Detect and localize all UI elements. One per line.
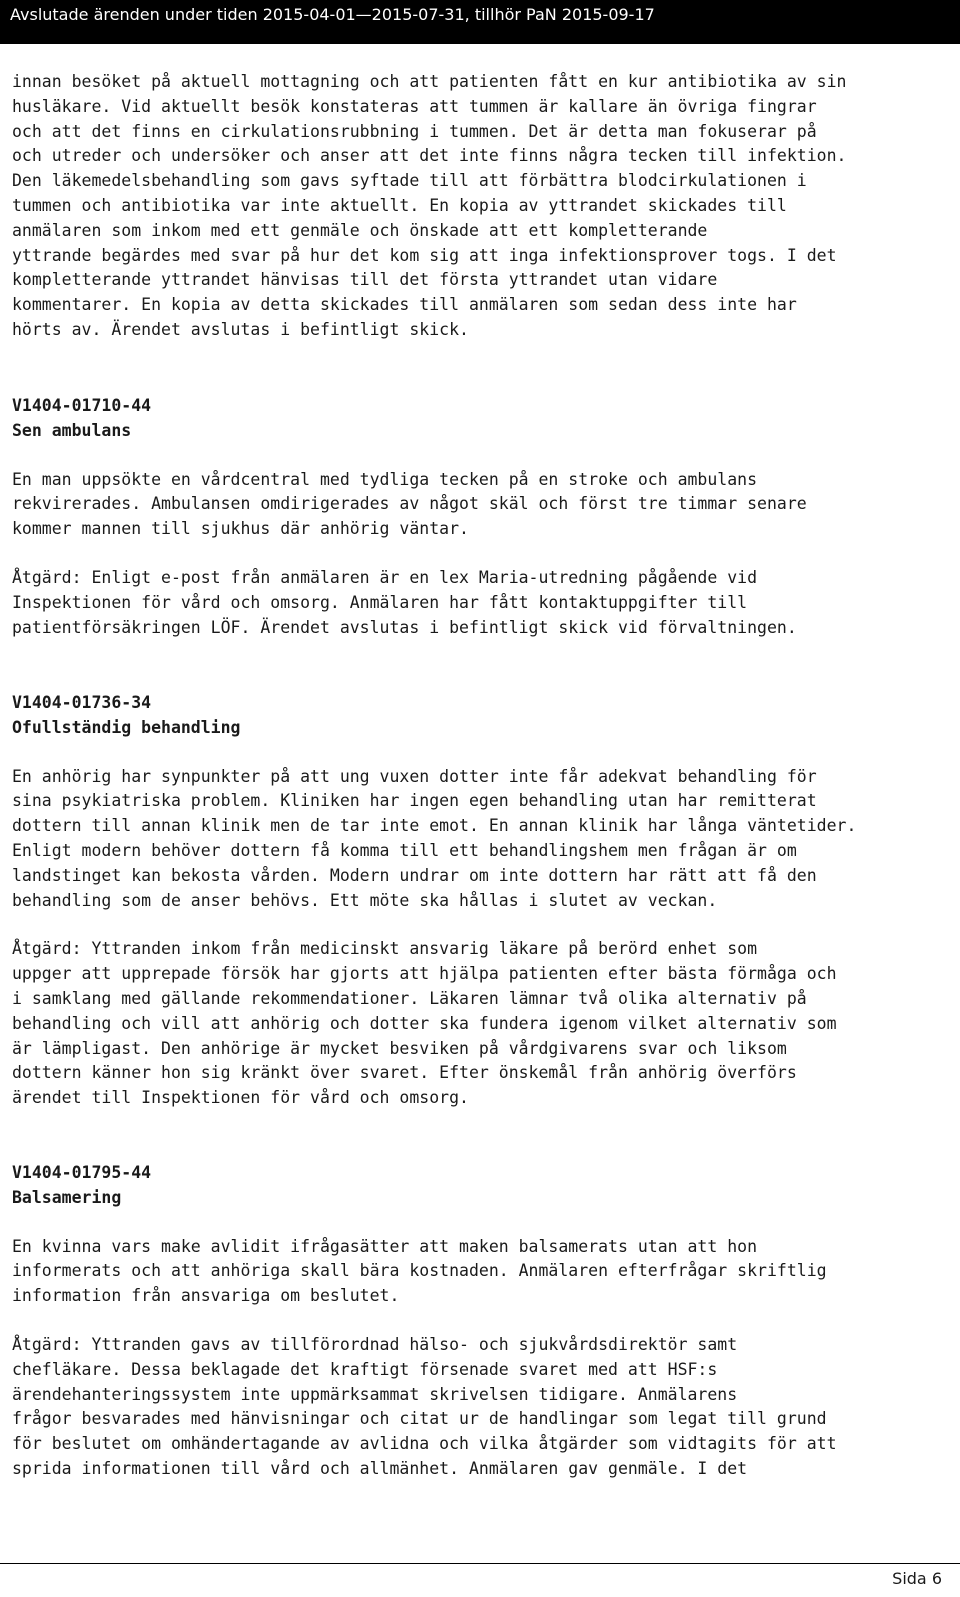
intro-line: anmälaren som inkom med ett genmäle och önskade att ett kompletterande bbox=[12, 220, 708, 240]
case-description-line: behandling som de anser behövs. Ett möte ska hållas i slutet av veckan. bbox=[12, 890, 718, 910]
case-action-line: Åtgärd: Yttranden gavs av tillförordnad hälso- och sjukvårdsdirektör samt bbox=[12, 1334, 738, 1354]
case-description-line: dottern till annan klinik men de tar inte emot. En annan klinik har långa väntetider. bbox=[12, 816, 857, 836]
case-action-line: frågor besvarades med hänvisningar och citat ur de handlingar som legat till grund bbox=[12, 1409, 827, 1429]
case-action-line: Åtgärd: Yttranden inkom från medicinskt ansvarig läkare på berörd enhet som bbox=[12, 939, 758, 959]
intro-paragraph bbox=[12, 70, 932, 343]
case-description-line: En anhörig har synpunkter på att ung vuxen dotter inte får adekvat behandling för bbox=[12, 766, 817, 786]
case-description-line: landstinget kan bekosta vården. Modern undrar om inte dottern har rätt att få den bbox=[12, 865, 817, 885]
case-description bbox=[12, 468, 932, 542]
case-action-line: behandling och vill att anhörig och dotter ska fundera igenom vilket alternativ som bbox=[12, 1013, 837, 1033]
case-action bbox=[12, 566, 932, 640]
case-description bbox=[12, 1235, 932, 1309]
case-description-line: En kvinna vars make avlidit ifrågasätter att maken balsamerats utan att hon bbox=[12, 1236, 758, 1256]
case-description-line: information från ansvariga om beslutet. bbox=[12, 1286, 400, 1306]
header-title: Avslutade ärenden under tiden 2015-04-01—2015-07-31, tillhör PaN 2015-09-17 bbox=[10, 5, 655, 24]
case-description-line: sina psykiatriska problem. Kliniken har ingen egen behandling utan har remitterat bbox=[12, 791, 817, 811]
case-description-line: Enligt modern behöver dottern få komma till ett behandlingshem men frågan är om bbox=[12, 840, 797, 860]
page-number: Sida 6 bbox=[892, 1569, 942, 1588]
intro-line: tummen och antibiotika var inte aktuellt. En kopia av yttrandet skickades till bbox=[12, 195, 787, 215]
case-id: V1404-01736-34 bbox=[12, 693, 152, 712]
case-action-line: patientförsäkringen LÖF. Ärendet avslutas i befintligt skick vid förvaltningen. bbox=[12, 617, 797, 637]
case-action-line: i samklang med gällande rekommendationer. Läkaren lämnar två olika alternativ på bbox=[12, 988, 807, 1008]
intro-line: och utreder och undersöker och anser att det inte finns några tecken till infektion. bbox=[12, 146, 847, 166]
case-title: Sen ambulans bbox=[12, 420, 132, 440]
case-id: V1404-01795-44 bbox=[12, 1163, 152, 1182]
intro-line: yttrande begärdes med svar på hur det kom sig att inga infektionsprover togs. I det bbox=[12, 245, 837, 265]
intro-line: kompletterande yttrandet hänvisas till det första yttrandet utan vidare bbox=[12, 270, 718, 290]
case-action bbox=[12, 937, 932, 1111]
intro-line: hörts av. Ärendet avslutas i befintligt skick. bbox=[12, 319, 469, 339]
case-block bbox=[12, 394, 932, 640]
case-description-line: kommer mannen till sjukhus där anhörig väntar. bbox=[12, 519, 469, 539]
case-title: Balsamering bbox=[12, 1187, 122, 1207]
case-title: Ofullständig behandling bbox=[12, 717, 241, 737]
case-action-line: ärendet till Inspektionen för vård och omsorg. bbox=[12, 1088, 469, 1108]
case-block bbox=[12, 1161, 932, 1482]
case-action-line: för beslutet om omhändertagande av avlidna och vilka åtgärder som vidtagits för att bbox=[12, 1434, 837, 1454]
case-action-line: uppger att upprepade försök har gjorts att hjälpa patienten efter bästa förmåga och bbox=[12, 964, 837, 984]
intro-line: innan besöket på aktuell mottagning och att patienten fått en kur antibiotika av sin bbox=[12, 72, 847, 91]
case-id: V1404-01710-44 bbox=[12, 396, 152, 415]
case-description-line: rekvirerades. Ambulansen omdirigerades av något skäl och först tre timmar senare bbox=[12, 494, 807, 514]
case-action-line: ärendehanteringssystem inte uppmärksammat skrivelsen tidigare. Anmälarens bbox=[12, 1384, 738, 1404]
intro-line: kommentarer. En kopia av detta skickades till anmälaren som sedan dess inte har bbox=[12, 295, 797, 315]
intro-line: Den läkemedelsbehandling som gavs syftade till att förbättra blodcirkulationen i bbox=[12, 171, 807, 191]
case-action-line: Inspektionen för vård och omsorg. Anmälaren har fått kontaktuppgifter till bbox=[12, 592, 748, 612]
intro-line: husläkare. Vid aktuellt besök konstateras att tummen är kallare än övriga fingrar bbox=[12, 96, 817, 116]
case-action-line: Åtgärd: Enligt e-post från anmälaren är en lex Maria-utredning pågående vid bbox=[12, 567, 758, 587]
page-header bbox=[0, 0, 960, 44]
case-action-line: chefläkare. Dessa beklagade det kraftigt försenade svaret med att HSF:s bbox=[12, 1359, 718, 1379]
case-block bbox=[12, 691, 932, 1111]
footer-divider bbox=[0, 1563, 960, 1564]
intro-line: och att det finns en cirkulationsrubbning i tummen. Det är detta man fokuserar på bbox=[12, 121, 817, 141]
case-description-line: informerats och att anhöriga skall bära kostnaden. Anmälaren efterfrågar skriftlig bbox=[12, 1261, 827, 1281]
case-action bbox=[12, 1333, 932, 1482]
case-action-line: är lämpligast. Den anhörige är mycket besviken på vårdgivarens svar och liksom bbox=[12, 1038, 787, 1058]
case-description-line: En man uppsökte en vårdcentral med tydliga tecken på en stroke och ambulans bbox=[12, 469, 758, 489]
case-action-line: sprida informationen till vård och allmänhet. Anmälaren gav genmäle. I det bbox=[12, 1458, 748, 1478]
case-action-line: dottern känner hon sig kränkt över svaret. Efter önskemål från anhörig överförs bbox=[12, 1063, 797, 1083]
case-description bbox=[12, 765, 932, 914]
